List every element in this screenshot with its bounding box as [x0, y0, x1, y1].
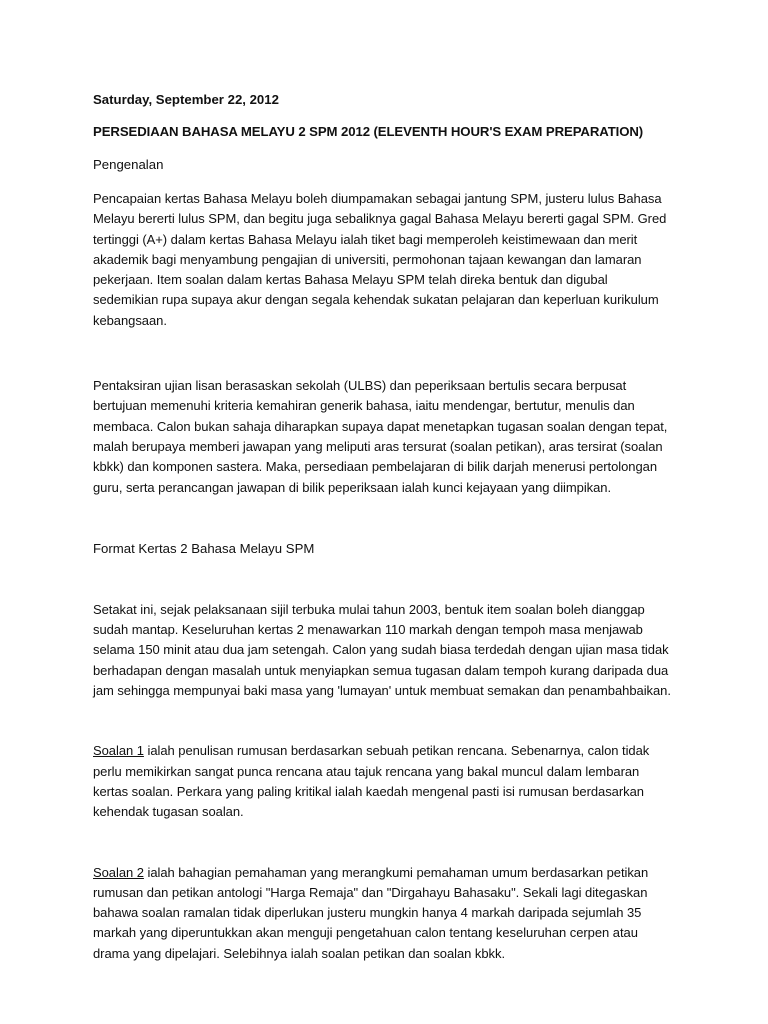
text-line: Pencapaian kertas Bahasa Melayu boleh diumpamakan sebagai jantung SPM, justeru lulus Bahasa [93, 191, 662, 206]
text-line: sudah mantap. Keseluruhan kertas 2 menawarkan 110 markah dengan tempoh masa menjawab [93, 622, 643, 638]
soalan1-label: Soalan 1 [93, 743, 144, 759]
intro-heading: Pengenalan [93, 157, 164, 172]
text-line: Setakat ini, sejak pelaksanaan sijil terbuka mulai tahun 2003, bentuk item soalan boleh dianggap [93, 601, 645, 617]
text-line: kbkk) dan komponen sastera. Maka, persediaan pembelajaran di bilik darjah menerusi pertolongan [93, 459, 658, 475]
text-line: guru, serta perancangan jawapan di bilik peperiksaan ialah kunci kejayaan yang diimpikan. [93, 479, 612, 495]
text-line: bahawa soalan ramalan tidak diperlukan justeru mungkin hanya 4 markah daripada sejumlah 35 [93, 905, 642, 921]
text-line [93, 741, 693, 761]
assessment-paragraph [93, 376, 693, 498]
text-line: akademik bagi menyambung pengajian di universiti, permohonan tajaan kewangan dan lamaran [93, 251, 642, 267]
soalan2-paragraph [93, 863, 693, 964]
text-line: tertinggi (A+) dalam kertas Bahasa Melayu ialah tiket bagi memperoleh keistimewaan dan merit [93, 231, 638, 247]
text-line: jam sehingga mempunyai baki masa yang 'lumayan' untuk membuat semakan dan penambahbaikan. [93, 683, 671, 699]
text-line: berhadapan dengan masalah untuk menyiapkan semua tugasan dalam tempoh kurang daripada dua [93, 662, 669, 678]
text-line: selama 150 minit atau dua jam setengah. Calon yang sudah biasa terdedah dengan ujian masa tidak [93, 642, 669, 658]
text-line: pekerjaan. Item soalan dalam kertas Bahasa Melayu SPM telah direka bentuk dan digubal [93, 272, 608, 288]
soalan1-first-line: ialah penulisan rumusan berdasarkan sebuah petikan rencana. Sebenarnya, calon tidak [143, 743, 650, 759]
text-line: kertas soalan. Perkara yang paling kritikal ialah kaedah mengenal pasti isi rumusan berdasarkan [93, 783, 644, 799]
document-page [93, 90, 693, 964]
text-line: malah berupaya memberi jawapan yang meliputi aras tersurat (soalan petikan), aras tersirat (soalan [93, 438, 663, 454]
text-line: Melayu bererti lulus SPM, dan begitu juga sebaliknya gagal Bahasa Melayu bererti gagal SPM. Gred [93, 211, 667, 227]
text-line: Pentaksiran ujian lisan berasaskan sekolah (ULBS) dan peperiksaan bertulis secara berpusat [93, 378, 627, 394]
text-line: drama yang dipelajari. Selebihnya ialah soalan petikan dan soalan kbkk. [93, 945, 506, 961]
text-line: bertujuan memenuhi kriteria kemahiran generik bahasa, iaitu mendengar, bertutur, menulis dan [93, 398, 635, 414]
text-line [93, 863, 693, 883]
post-date: Saturday, September 22, 2012 [93, 92, 279, 107]
text-line: perlu memikirkan sangat punca rencana atau tajuk rencana yang bakal muncul dalam lembaran [93, 763, 640, 779]
soalan2-label: Soalan 2 [93, 864, 144, 880]
soalan1-paragraph [93, 741, 693, 822]
text-line: kehendak tugasan soalan. [93, 804, 244, 820]
text-line: markah yang diperuntukkan akan menguji pengetahuan calon tentang keseluruhan cerpen atau [93, 925, 638, 941]
format-paragraph [93, 600, 693, 701]
text-line: membaca. Calon bukan sahaja diharapkan supaya dapat menetapkan tugasan soalan dengan tepat, [93, 418, 668, 434]
text-line: sedemikian rupa supaya akur dengan segala kehendak sukatan pelajaran dan keperluan kurikulum [93, 292, 659, 308]
post-title: PERSEDIAAN BAHASA MELAYU 2 SPM 2012 (ELEVENTH HOUR'S EXAM PREPARATION) [93, 124, 644, 139]
format-heading: Format Kertas 2 Bahasa Melayu SPM [93, 540, 315, 556]
intro-paragraph [93, 189, 693, 331]
text-line: kebangsaan. [93, 312, 167, 328]
text-line: rumusan dan petikan antologi "Harga Remaja" dan "Dirgahayu Bahasaku". Sekali lagi ditegaskan [93, 884, 648, 900]
soalan2-first-line: ialah bahagian pemahaman yang merangkumi pemahaman umum berdasarkan petikan [143, 864, 649, 880]
